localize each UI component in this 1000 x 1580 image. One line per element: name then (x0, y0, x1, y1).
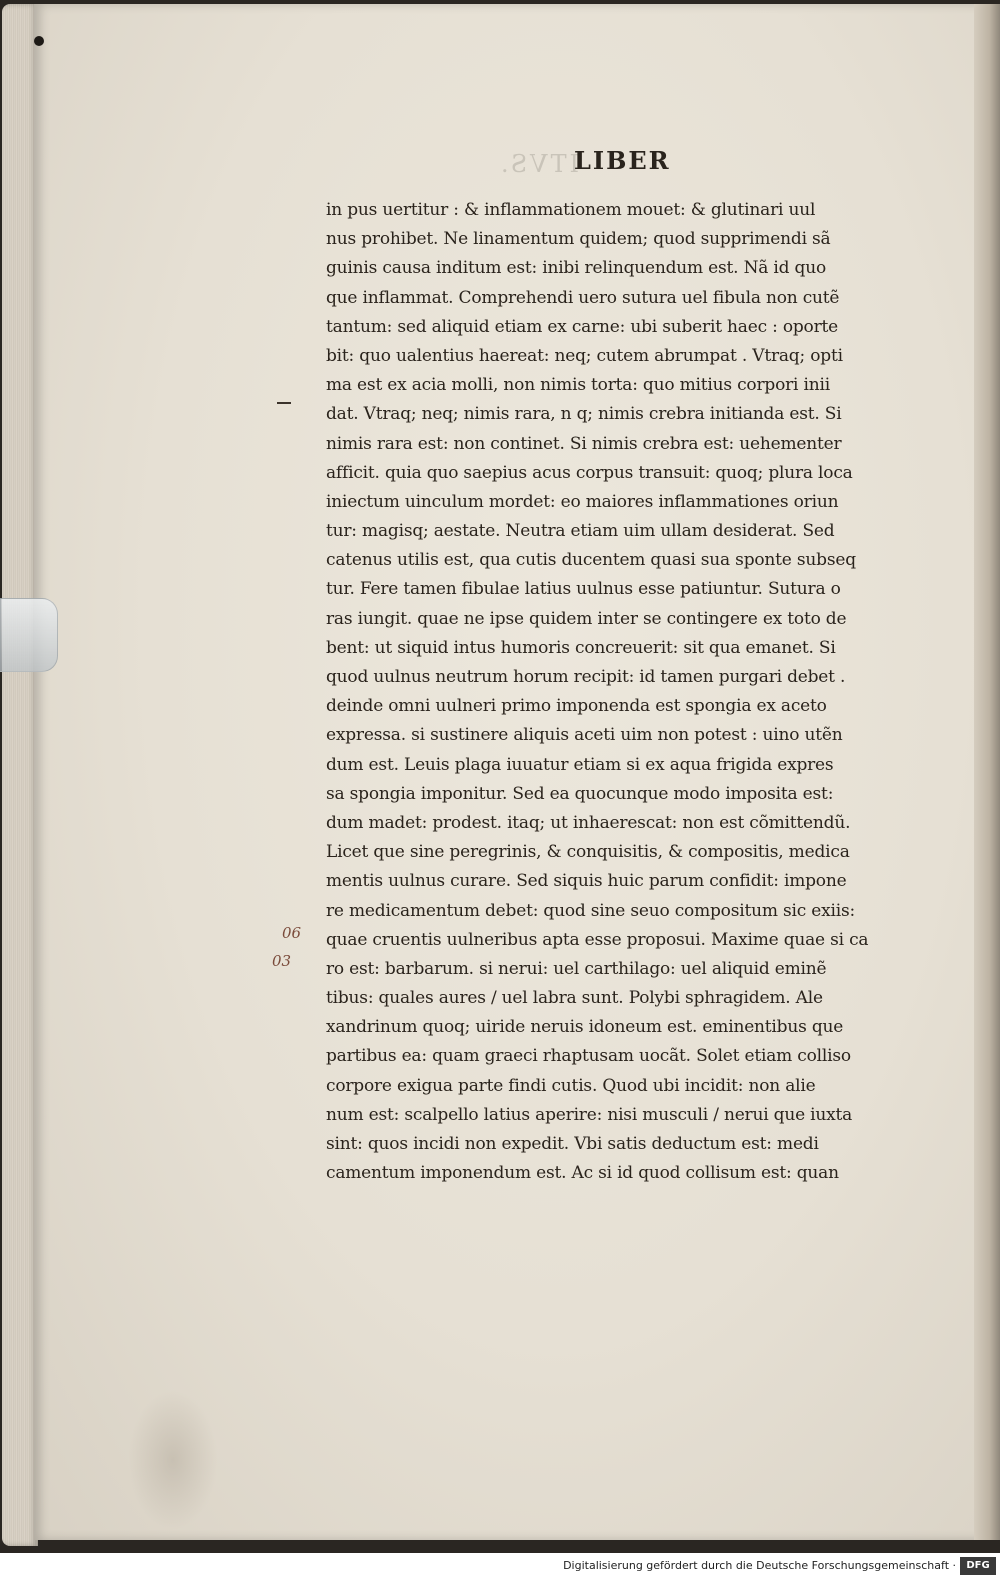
text-line: iniectum uinculum mordet: eo maiores inflammationes oriun (326, 491, 839, 512)
running-head: LIBER (574, 146, 671, 175)
text-line: partibus ea: quam graeci rhaptusam uocãt. Solet etiam colliso (326, 1046, 851, 1067)
page-edge-stack (2, 4, 38, 1546)
text-line: nus prohibet. Ne linamentum quidem; quod supprimendi sã (326, 229, 831, 250)
text-line: dum madet: prodest. itaq; ut inhaerescat: non est cõmittendũ. (326, 812, 851, 833)
dfg-logo: DFG (960, 1557, 996, 1575)
text-line: quod uulnus neutrum horum recipit: id tamen purgari debet . (326, 667, 846, 687)
text-line: ro est: barbarum. si nerui: uel carthilago: uel aliquid eminẽ (326, 958, 827, 979)
text-line: sint: quos incidi non expedit. Vbi satis deductum est: medi (326, 1134, 819, 1154)
text-line: afficit. quia quo saepius acus corpus transuit: quoq; plura loca (326, 462, 853, 483)
text-line: re medicamentum debet: quod sine seuo compositum sic exiis: (326, 900, 856, 921)
text-line: ras iungit. quae ne ipse quidem inter se contingere ex toto de (326, 608, 847, 629)
text-line: bit: quo ualentius haereat: neq; cutem abrumpat . Vtraq; opti (326, 345, 843, 366)
corner-mark (34, 36, 44, 46)
digitization-footer (0, 1553, 1000, 1580)
text-line: dat. Vtraq; neq; nimis rara, n q; nimis crebra initianda est. Si (326, 404, 842, 425)
text-line: in pus uertitur : & inflammationem mouet: & glutinari uul (326, 200, 816, 220)
margin-note: 06 (282, 924, 302, 942)
paper-stain (128, 1390, 218, 1530)
text-line: tur: magisq; aestate. Neutra etiam uim ullam desiderat. Sed (326, 521, 835, 542)
text-line: mentis uulnus curare. Sed siquis huic parum confidit: impone (326, 871, 847, 892)
show-through-text: ITVS. (498, 150, 580, 178)
text-line: num est: scalpello latius aperire: nisi musculi / nerui que iuxta (326, 1104, 853, 1125)
text-line: nimis rara est: non continet. Si nimis crebra est: uehementer (326, 433, 842, 454)
text-line: deinde omni uulneri primo imponenda est spongia ex aceto (326, 696, 827, 717)
right-gutter (974, 4, 1000, 1540)
text-line: quae cruentis uulneribus apta esse proposui. Maxime quae si ca (326, 929, 869, 950)
text-line: tibus: quales aures / uel labra sunt. Polybi sphragidem. Ale (326, 988, 823, 1009)
text-line: catenus utilis est, qua cutis ducentem quasi sua sponte subseq (326, 550, 856, 571)
text-line: guinis causa inditum est: inibi relinquendum est. Nã id quo (326, 258, 826, 279)
text-line: tur. Fere tamen fibulae latius uulnus esse patiuntur. Sutura o (326, 579, 841, 600)
text-block (326, 196, 912, 1188)
text-line: bent: ut siquid intus humoris concreuerit: sit qua emanet. Si (326, 637, 836, 658)
text-line: tantum: sed aliquid etiam ex carne: ubi suberit haec : oporte (326, 316, 839, 337)
text-line: que inflammat. Comprehendi uero sutura uel fibula non cutẽ (326, 287, 840, 308)
text-line: ma est ex acia molli, non nimis torta: quo mitius corpori inii (326, 375, 830, 396)
margin-tick (277, 402, 291, 404)
text-line: Licet que sine peregrinis, & conquisitis, & compositis, medica (326, 842, 850, 863)
funding-credit: Digitalisierung gefördert durch die Deutsche Forschungsgemeinschaft · (563, 1559, 956, 1572)
text-line: camentum imponendum est. Ac si id quod collisum est: quan (326, 1163, 839, 1184)
text-line: corpore exigua parte findi cutis. Quod ubi incidit: non alie (326, 1075, 816, 1096)
text-line: xandrinum quoq; uiride neruis idoneum est. eminentibus que (326, 1017, 844, 1038)
page-clip (0, 598, 58, 672)
text-line: expressa. si sustinere aliquis aceti uim non potest : uino utẽn (326, 725, 843, 746)
text-line: sa spongia imponitur. Sed ea quocunque modo imposita est: (326, 783, 834, 804)
text-line: dum est. Leuis plaga iuuatur etiam si ex aqua frigida expres (326, 754, 834, 775)
margin-note: 03 (272, 952, 292, 970)
